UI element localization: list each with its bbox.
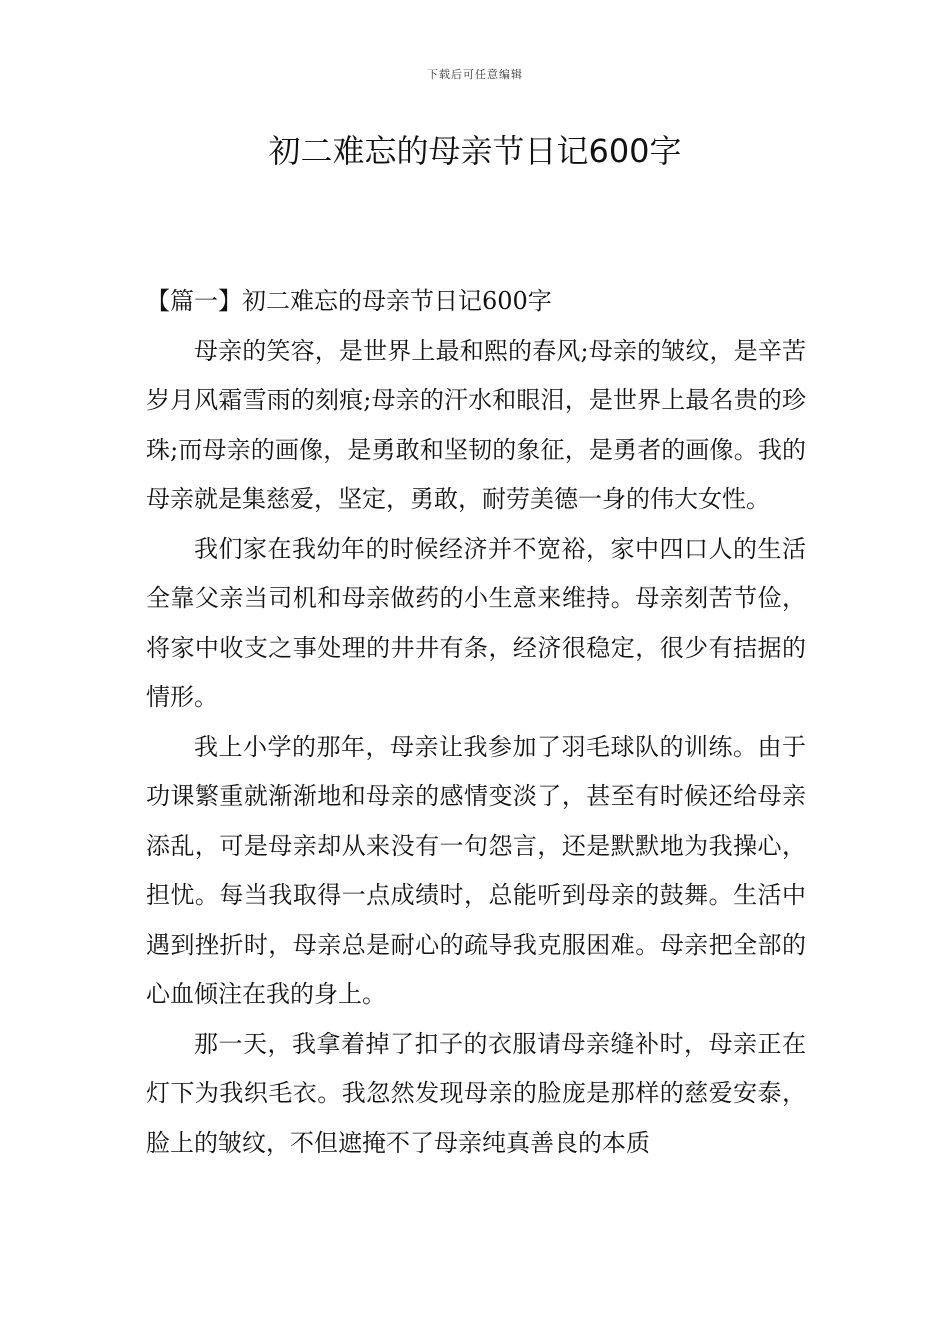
paragraph: 母亲的笑容，是世界上最和熙的春风;母亲的皱纹，是辛苦岁月风霜雪雨的刻痕;母亲的汗水和眼泪，是世界上最名贵的珍珠;而母亲的画像，是勇敢和坚韧的象征，是勇者的画像。我的母亲就是集慈爱，坚定，勇敢，耐劳美德一身的伟大女性。 — [146, 336, 806, 513]
document-body — [146, 277, 806, 1168]
paragraph: 那一天，我拿着掉了扣子的衣服请母亲缝补时，母亲正在灯下为我织毛衣。我忽然发现母亲的脸庞是那样的慈爱安泰，脸上的皱纹，不但遮掩不了母亲纯真善良的本质 — [146, 1029, 806, 1157]
section-heading: 【篇一】初二难忘的母亲节日记600字 — [146, 287, 552, 315]
header-note: 下载后可任意编辑 — [427, 68, 523, 81]
paragraph: 我上小学的那年，母亲让我参加了羽毛球队的训练。由于功课繁重就渐渐地和母亲的感情变淡了，甚至有时候还给母亲添乱，可是母亲却从来没有一句怨言，还是默默地为我操心，担忧。每当我取得一点成绩时，总能听到母亲的鼓舞。生活中遇到挫折时，母亲总是耐心的疏导我克服困难。母亲把全部的心血倾注在我的身上。 — [146, 732, 806, 1008]
document-title: 初二难忘的母亲节日记600字 — [268, 132, 682, 170]
paragraph: 我们家在我幼年的时候经济并不宽裕，家中四口人的生活全靠父亲当司机和母亲做药的小生意来维持。母亲刻苦节俭，将家中收支之事处理的井井有条，经济很稳定，很少有拮据的情形。 — [146, 534, 806, 711]
